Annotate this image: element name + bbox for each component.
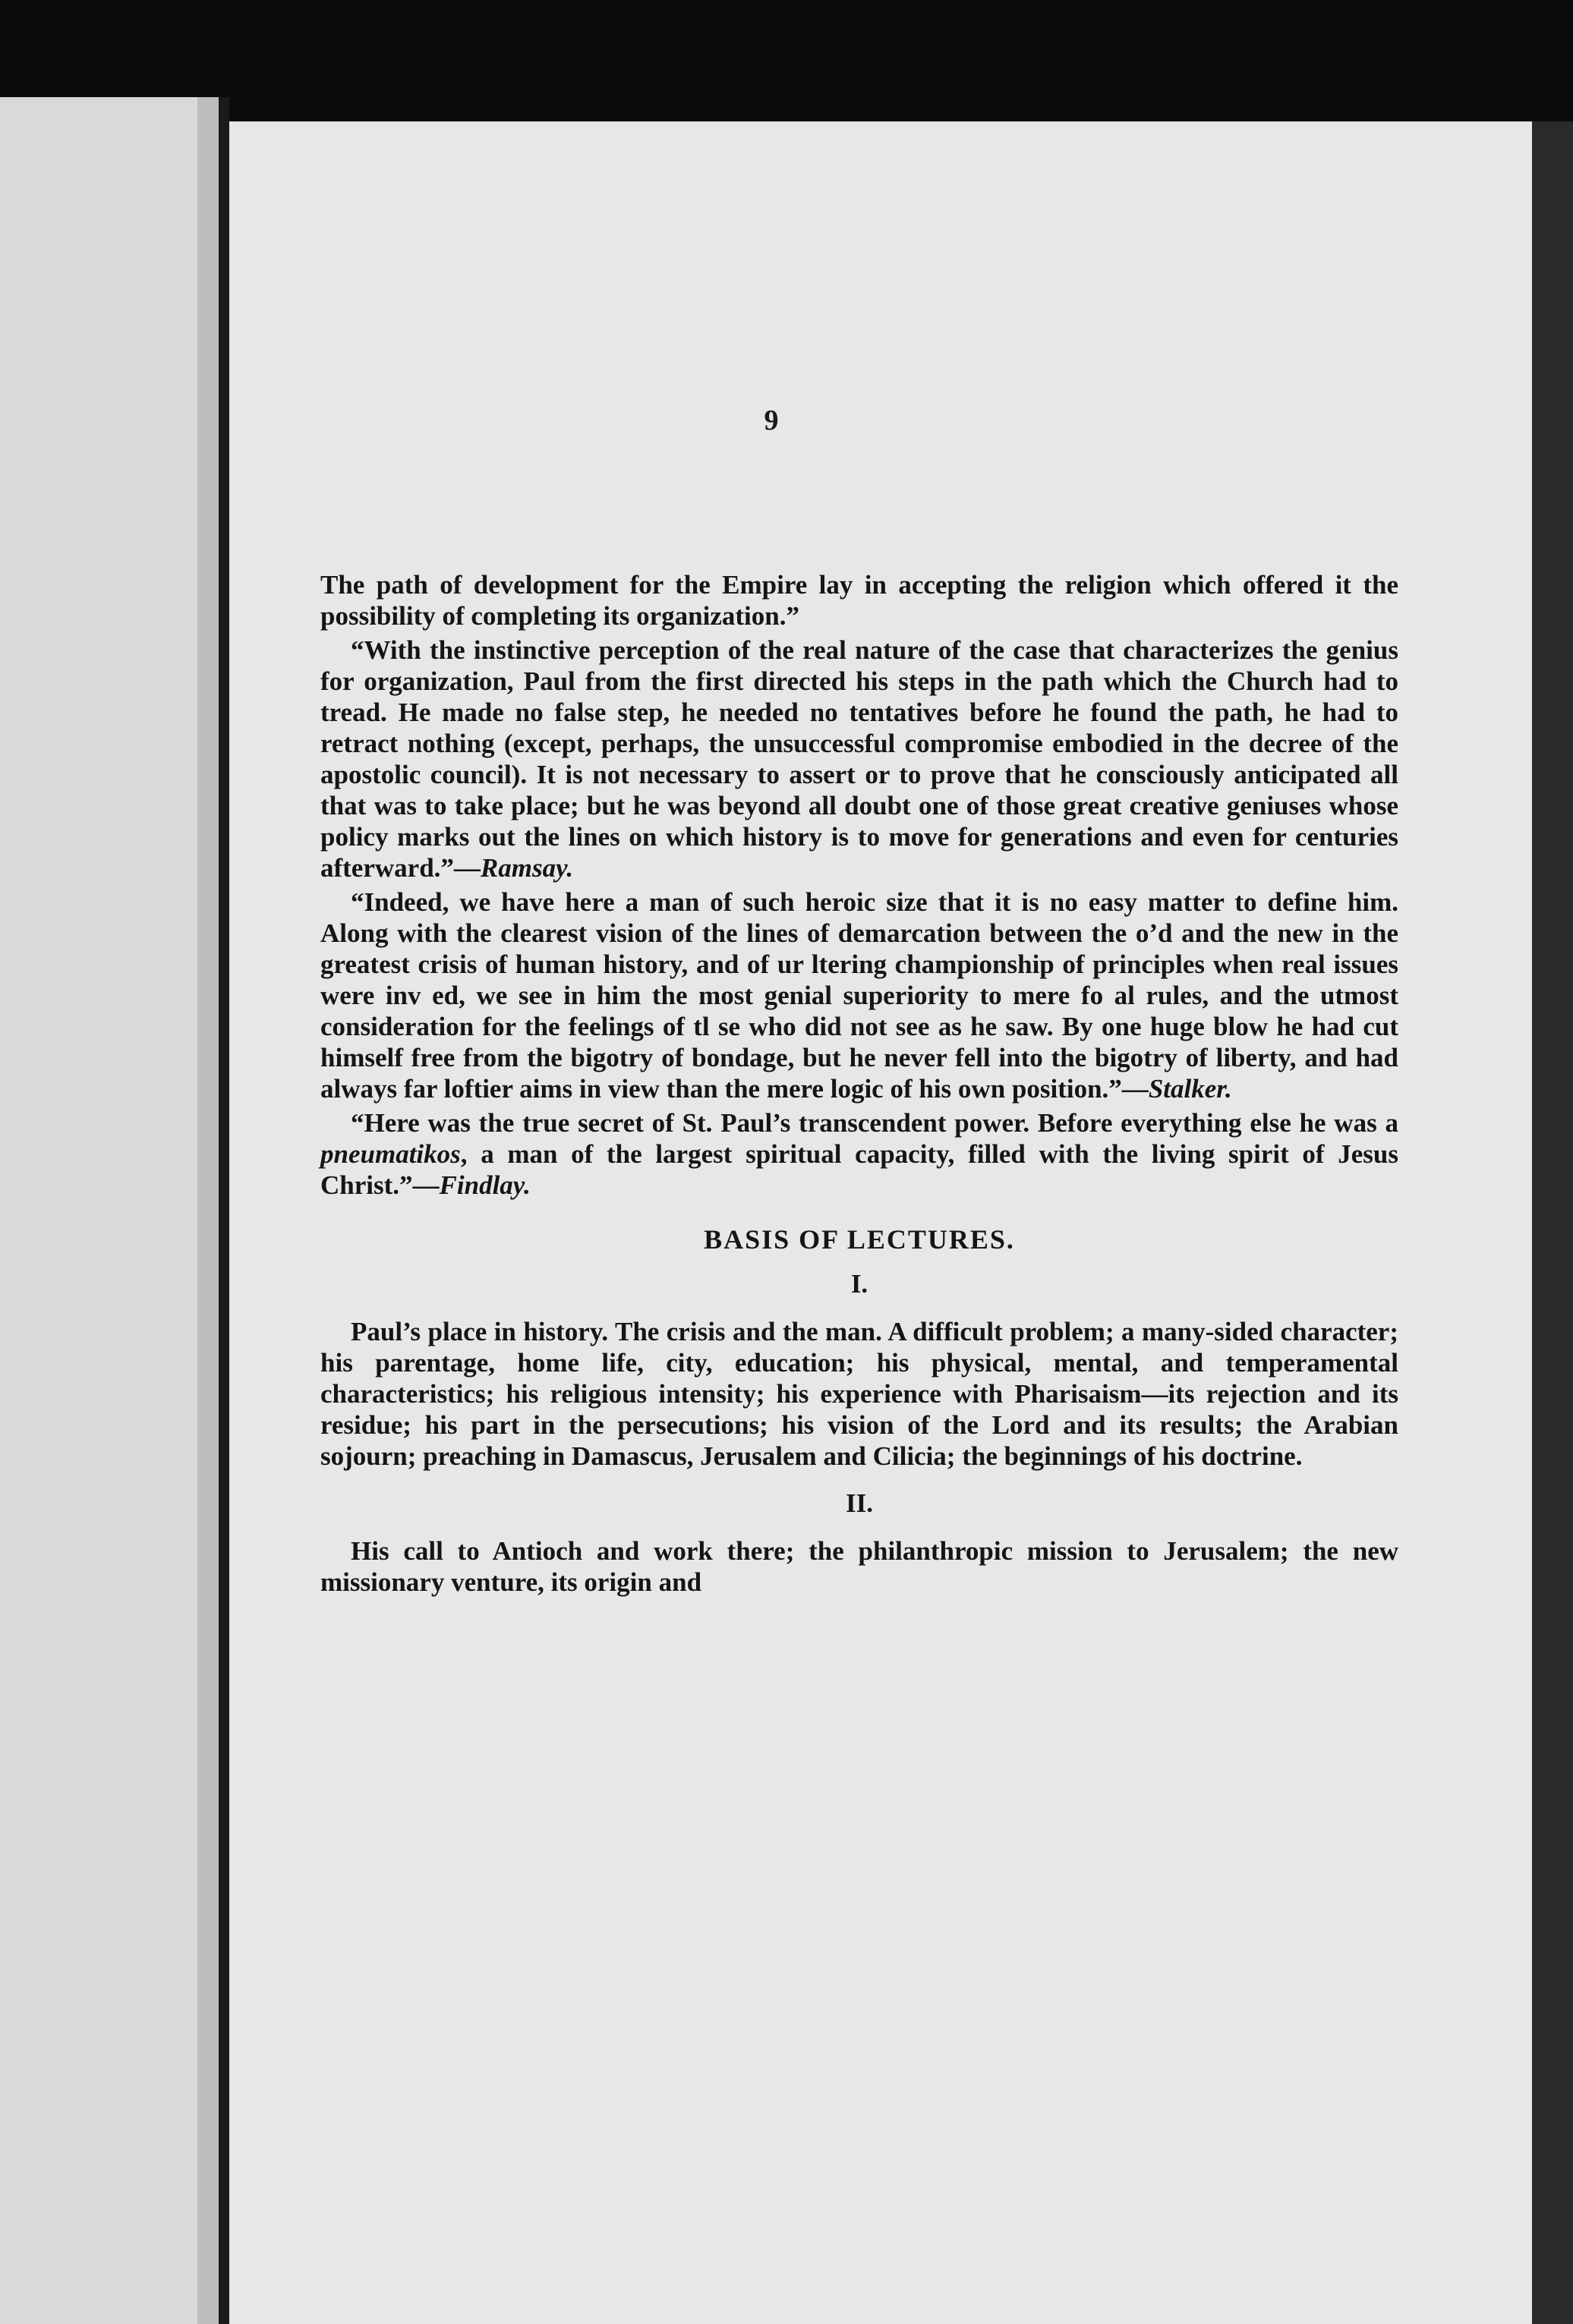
facing-page-shadow xyxy=(197,97,219,2324)
paragraph-continuation xyxy=(320,569,1398,631)
greek-term: pneumatikos xyxy=(320,1139,461,1169)
paragraph-text: “Indeed, we have here a man of such heroic size that it is no easy matter to define him. Along with the clearest vision of the lines of demarcation between the o’d and the new in the greatest crisis of human history, and of ur ltering championship of principles when real issues were inv ed, we see in him the most genial superiority to mere fo al rules, and the utmost consideration for the feelings of tl se who did not see as he saw. By one huge blow he had cut himself free from the bigotry of bondage, but he never fell into the bigotry of liberty, and had always far loftier aims in view than the mere logic of his own position.”— xyxy=(320,887,1398,1104)
attribution: Stalker. xyxy=(1148,1074,1232,1104)
attribution: Findlay. xyxy=(439,1170,531,1200)
lecture-text: Paul’s place in history. The crisis and the man. A difficult problem; a many-sided character; his parentage, home life, city, education; his physical, mental, and temperamental characteristics; his religious intensity; his experience with Pharisaism—its rejection and its residue; his part in the persecutions; his vision of the Lord and its results; the Arabian sojourn; preaching in Damascus, Jerusalem and Cilicia; the beginnings of his doctrine. xyxy=(320,1317,1398,1471)
quote-findlay xyxy=(320,1107,1398,1201)
attribution: Ramsay. xyxy=(480,853,574,883)
paragraph-text: “Here was the true secret of St. Paul’s transcendent power. Before everything else he was a xyxy=(351,1108,1398,1138)
page-text xyxy=(320,395,1398,1598)
lecture-text: His call to Antioch and work there; the philanthropic mission to Jerusalem; the new missionary venture, its origin and xyxy=(320,1536,1398,1597)
lecture-numeral: I. xyxy=(850,1269,868,1299)
quote-ramsay xyxy=(320,635,1398,883)
lecture-summary xyxy=(320,1316,1398,1472)
book-page xyxy=(229,121,1532,2324)
page-stack-edge xyxy=(1532,121,1573,2324)
book-spine xyxy=(219,97,229,2324)
paragraph-text: “With the instinctive perception of the real nature of the case that characterizes the genius for organization, Paul from the first directed his steps in the path which the Church had to tread. He made no false step, he needed no tentatives before he found the path, he had to retract nothing (except, perhaps, the unsuccessful compromise embodied in the decree of the apostolic council). It is not necessary to assert or to prove that he consciously anticipated all that was to take place; but he was beyond all doubt one of those great creative geniuses whose policy marks out the lines on which history is to move for generations and even for centuries afterward.”— xyxy=(320,635,1398,883)
quote-stalker xyxy=(320,886,1398,1104)
page-number: 9 xyxy=(764,405,779,436)
top-spacer xyxy=(320,395,1398,569)
lecture-summary xyxy=(320,1535,1398,1598)
paragraph-text: The path of development for the Empire lay in accepting the religion which offered it the possibility of completing its organization.” xyxy=(320,570,1398,631)
section-heading: BASIS OF LECTURES. xyxy=(704,1224,1015,1255)
lecture-numeral: II. xyxy=(846,1488,873,1518)
facing-page-edge xyxy=(0,97,219,2324)
paragraph-text: , a man of the largest spiritual capacity, filled with the living spirit of Jesus Christ.”— xyxy=(320,1139,1398,1200)
